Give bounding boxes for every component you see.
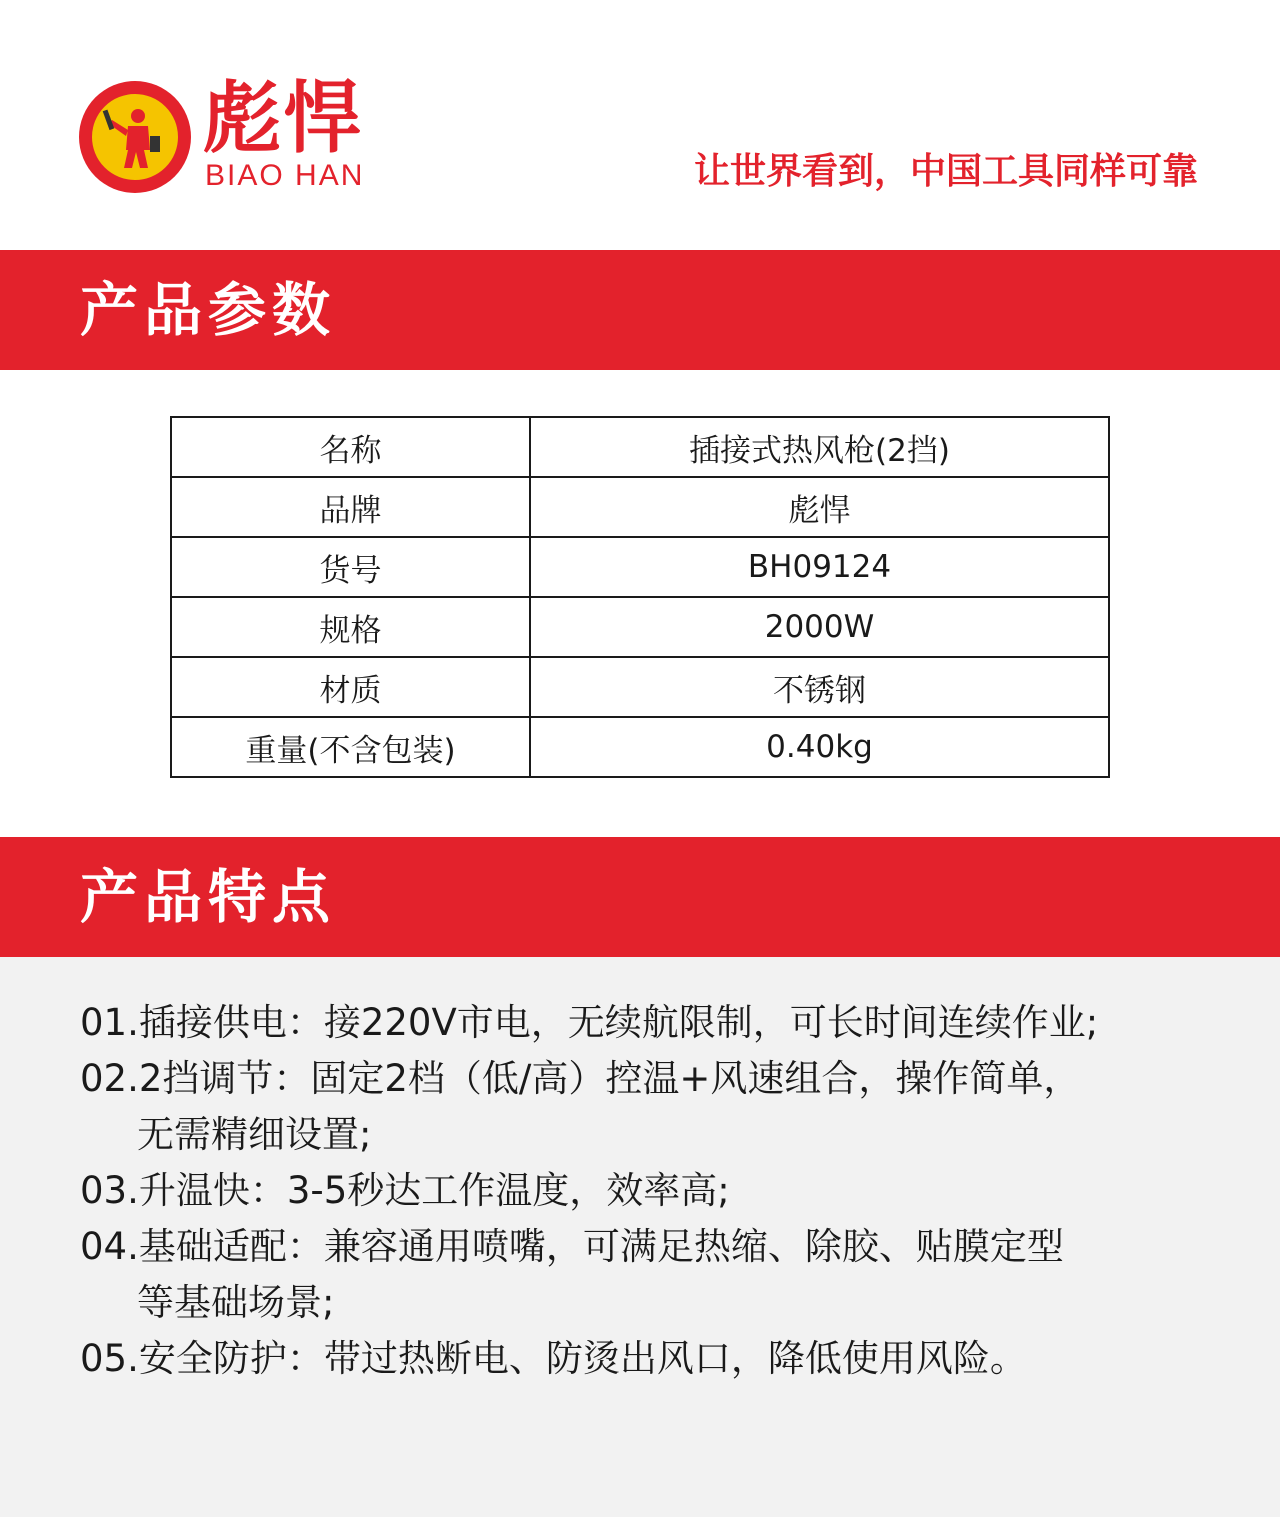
param-key: 材质: [171, 657, 530, 717]
params-row: [171, 417, 1109, 477]
features-area: [0, 957, 1280, 1517]
feature-item: [80, 1219, 1230, 1331]
param-value: 不锈钢: [530, 657, 1109, 717]
features-section-title: 产品特点: [80, 863, 337, 931]
params-section-banner: [0, 250, 1280, 370]
params-row: [171, 477, 1109, 537]
brand-logo-english: BIAO HAN: [205, 159, 365, 192]
params-row: [171, 537, 1109, 597]
feature-line: 03.升温快：3-5秒达工作温度，效率高;: [80, 1169, 730, 1212]
page-header: [0, 0, 1280, 250]
feature-line: 02.2挡调节：固定2档（低/高）控温+风速组合，操作简单，: [80, 1057, 1081, 1100]
brand-slogan: 让世界看到，中国工具同样可靠: [693, 151, 1198, 192]
feature-item: [80, 1051, 1230, 1163]
params-row: [171, 717, 1109, 777]
feature-line: 无需精细设置;: [137, 1113, 372, 1156]
param-key: 规格: [171, 597, 530, 657]
feature-item: [80, 1163, 1230, 1219]
param-key: 名称: [171, 417, 530, 477]
feature-line: 05.安全防护：带过热断电、防烫出风口，降低使用风险。: [80, 1337, 1027, 1380]
param-value: 0.40kg: [530, 717, 1109, 777]
features-section-banner: [0, 837, 1280, 957]
feature-item: [80, 1331, 1230, 1387]
param-value: 2000W: [530, 597, 1109, 657]
params-table: [170, 416, 1110, 778]
features-list: [80, 995, 1230, 1387]
params-section-title: 产品参数: [80, 276, 337, 344]
param-value: 彪悍: [530, 477, 1109, 537]
params-row: [171, 597, 1109, 657]
param-key: 重量(不含包装): [171, 717, 530, 777]
brand-logo-chinese: 彪悍: [203, 73, 364, 164]
feature-line: 01.插接供电：接220V市电，无续航限制，可长时间连续作业;: [80, 1001, 1099, 1044]
feature-line: 04.基础适配：兼容通用喷嘴，可满足热缩、除胶、贴膜定型: [80, 1225, 1064, 1268]
param-value: BH09124: [530, 537, 1109, 597]
feature-line: 等基础场景;: [137, 1281, 335, 1324]
param-key: 品牌: [171, 477, 530, 537]
brand-emblem-icon: [78, 80, 192, 194]
param-value: 插接式热风枪(2挡): [530, 417, 1109, 477]
feature-item: [80, 995, 1230, 1051]
param-key: 货号: [171, 537, 530, 597]
params-row: [171, 657, 1109, 717]
params-area: [0, 370, 1280, 837]
